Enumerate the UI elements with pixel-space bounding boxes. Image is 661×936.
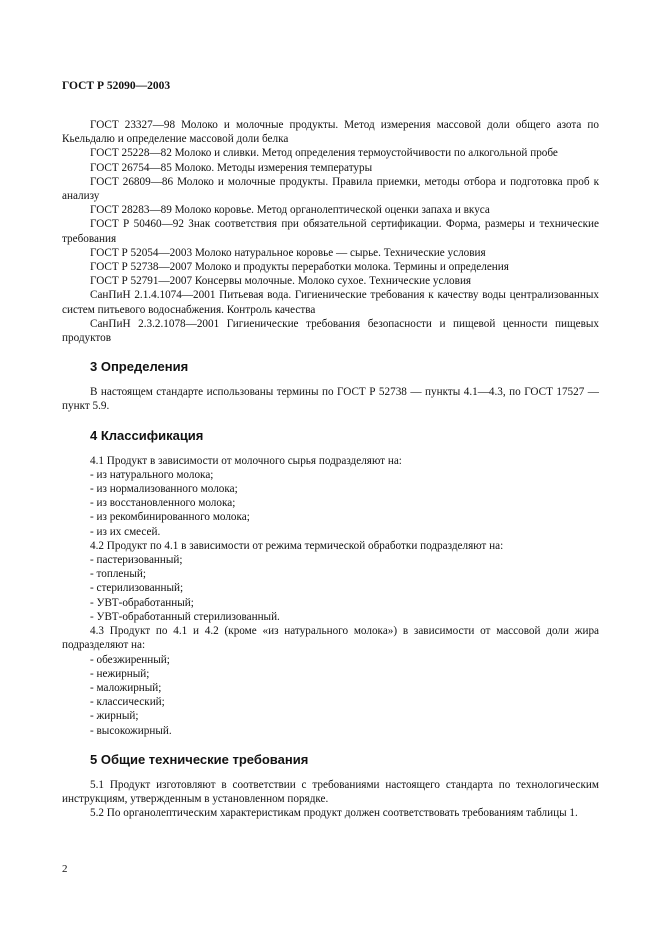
section-heading-general-requirements: 5 Общие технические требования (90, 751, 309, 767)
list-item: - классический; (90, 696, 165, 709)
reference-item: СанПиН 2.1.4.1074—2001 Питьевая вода. Гигиенические требования к качеству воды централизованных систем питьевого водоснабжения. Контроль качества (62, 289, 599, 316)
reference-item: ГОСТ Р 50460—92 Знак соответствия при обязательной сертификации. Форма, размеры и технические требования (62, 218, 599, 245)
reference-item: ГОСТ Р 52738—2007 Молоко и продукты переработки молока. Термины и определения (90, 261, 509, 274)
normative-references-list (62, 118, 599, 345)
clause-4-3: 4.3 Продукт по 4.1 и 4.2 (кроме «из натурального молока») в зависимости от массовой доли жира подразделяют на: (62, 625, 599, 652)
list-item: - стерилизованный; (90, 582, 184, 595)
reference-item: СанПиН 2.3.2.1078—2001 Гигиенические требования безопасности и пищевой ценности пищевых продуктов (62, 317, 599, 345)
section-heading-definitions: 3 Определения (90, 359, 189, 375)
clause-5-1: 5.1 Продукт изготовляют в соответствии с требованиями настоящего стандарта по технологическим инструкциям, утвержденным в установленном порядке. (62, 778, 599, 805)
list-item: - пастеризованный; (90, 554, 183, 567)
reference-item: ГОСТ 26809—86 Молоко и молочные продукты. Правила приемки, методы отбора и подготовка проб к анализу (62, 175, 599, 203)
document-header: ГОСТ Р 52090—2003 (62, 80, 171, 92)
clause-4-2: 4.2 Продукт по 4.1 в зависимости от режима термической обработки подразделяют на: (90, 539, 504, 552)
clause-4-1: 4.1 Продукт в зависимости от молочного сырья подразделяют на: (90, 454, 402, 467)
list-item: - из нормализованного молока; (90, 483, 238, 496)
list-item: - обезжиренный; (90, 653, 170, 666)
reference-item: ГОСТ 26754—85 Молоко. Методы измерения температуры (90, 161, 373, 174)
list-item: - жирный; (90, 710, 139, 723)
list-item: - маложирный; (90, 681, 162, 694)
reference-item: ГОСТ 25228—82 Молоко и сливки. Метод определения термоустойчивости по алкогольной пробе (90, 147, 558, 160)
list-item: - из натурального молока; (90, 468, 214, 481)
list-item: - УВТ-обработанный; (90, 596, 194, 609)
list-item: - высокожирный. (90, 724, 172, 737)
list-item: - из восстановленного молока; (90, 497, 236, 510)
list-item: - УВТ-обработанный стерилизованный. (90, 610, 280, 623)
document-body (62, 118, 599, 820)
reference-item: ГОСТ 28283—89 Молоко коровье. Метод органолептической оценки запаха и вкуса (90, 204, 490, 217)
clause-5-2: 5.2 По органолептическим характеристикам продукт должен соответствовать требованиям таблицы 1. (90, 807, 578, 820)
reference-item: ГОСТ Р 52054—2003 Молоко натуральное коровье — сырье. Технические условия (90, 246, 486, 259)
list-item: - из их смесей. (90, 525, 161, 538)
page-number: 2 (62, 863, 68, 875)
list-item: - нежирный; (90, 667, 150, 680)
reference-item: ГОСТ Р 52791—2007 Консервы молочные. Молоко сухое. Технические условия (90, 275, 472, 288)
reference-item: ГОСТ 23327—98 Молоко и молочные продукты. Метод измерения массовой доли общего азота по Кьельдалю и определение массовой доли белка (62, 119, 599, 146)
section-heading-classification: 4 Классификация (90, 427, 204, 443)
list-item: - из рекомбинированного молока; (90, 511, 250, 524)
definitions-text: В настоящем стандарте использованы термины по ГОСТ Р 52738 — пункты 4.1—4.3, по ГОСТ 17527 — пункт 5.9. (62, 386, 599, 413)
list-item: - топленый; (90, 568, 146, 581)
